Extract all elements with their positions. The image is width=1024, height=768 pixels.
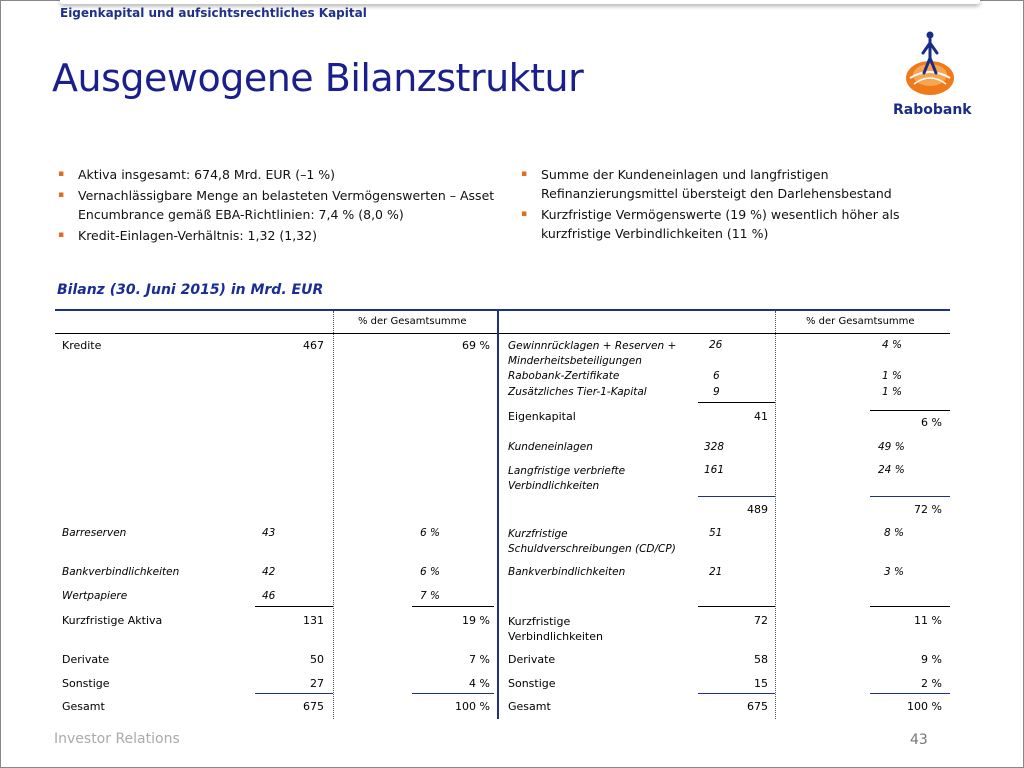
asset-pct-kurzfristige: 19 % <box>462 614 490 627</box>
liab-pct-langfristige: 24 % <box>878 464 905 476</box>
liab-pct-gesamt: 100 % <box>907 700 942 713</box>
liab-value-zertifikate: 6 <box>713 370 720 382</box>
liab-label-zertifikate: Rabobank-Zertifikate <box>508 370 620 382</box>
sum-rule <box>698 693 775 694</box>
liab-pct-eigenkapital: 6 % <box>921 416 942 429</box>
liab-label-eigenkapital: Eigenkapital <box>508 410 576 423</box>
table-header-rule <box>55 333 950 334</box>
sum-rule <box>255 693 333 694</box>
asset-pct-barreserven: 6 % <box>420 527 440 539</box>
col-divider <box>333 311 334 719</box>
liab-value-kurzschuld: 51 <box>709 527 723 539</box>
footer-investor-relations: Investor Relations <box>54 731 180 747</box>
liab-label-kurzschuld: Kurzfristige Schuldverschreibungen (CD/CP) <box>508 528 676 555</box>
liab-pct-derivate: 9 % <box>921 653 942 666</box>
liab-label-gesamt: Gesamt <box>508 700 551 713</box>
sum-rule <box>870 496 950 497</box>
asset-pct-derivate: 7 % <box>469 653 490 666</box>
table-top-rule <box>55 309 950 311</box>
liab-pct-kundeneinlagen: 49 % <box>878 441 905 453</box>
asset-label-wertpapiere: Wertpapiere <box>62 590 128 602</box>
liab-value-gesamt: 675 <box>747 700 768 713</box>
bullet-item: ▪ Kredit-Einlagen-Verhältnis: 1,32 (1,32) <box>58 226 513 245</box>
bullet-list-right <box>521 165 951 245</box>
liab-value-sonstige: 15 <box>754 677 768 690</box>
liab-label-kundeneinlagen: Kundeneinlagen <box>508 441 593 453</box>
asset-pct-bankverb: 6 % <box>420 566 440 578</box>
liab-pct-subtotal: 72 % <box>914 503 942 516</box>
liab-pct-zertifikate: 1 % <box>882 370 902 382</box>
liab-label-gewinn: Gewinnrücklagen + Reserven + Minderheitsbeteiligungen <box>508 340 677 367</box>
asset-value-sonstige: 27 <box>310 677 324 690</box>
sum-rule <box>698 402 775 403</box>
liab-pct-kurzverb: 11 % <box>914 614 942 627</box>
asset-pct-kredite: 69 % <box>462 339 490 352</box>
sum-rule <box>870 693 950 694</box>
asset-value-kurzfristige: 131 <box>303 614 324 627</box>
asset-pct-wertpapiere: 7 % <box>420 590 440 602</box>
sum-rule <box>698 496 775 497</box>
liab-value-bankverb: 21 <box>709 566 723 578</box>
pct-header-right: % der Gesamtsumme <box>806 316 915 327</box>
asset-label-gesamt: Gesamt <box>62 700 105 713</box>
asset-value-barreserven: 43 <box>262 527 276 539</box>
table-title: Bilanz (30. Juni 2015) in Mrd. EUR <box>57 282 324 298</box>
asset-pct-gesamt: 100 % <box>455 700 490 713</box>
sum-rule <box>870 410 950 411</box>
section-title: Eigenkapital und aufsichtsrechtliches Kapital <box>60 6 367 20</box>
sum-rule <box>255 606 333 607</box>
bullet-item: ▪ Summe der Kundeneinlagen und langfristigen Refinanzierungsmittel übersteigt den Darlehensbestand <box>521 165 951 203</box>
pct-header-left: % der Gesamtsumme <box>358 316 467 327</box>
liab-value-derivate: 58 <box>754 653 768 666</box>
rabobank-logo-icon <box>900 28 960 100</box>
liab-value-subtotal: 489 <box>747 503 768 516</box>
bullet-item: ▪ Aktiva insgesamt: 674,8 Mrd. EUR (–1 %) <box>58 165 513 184</box>
liab-value-kurzverb: 72 <box>754 614 768 627</box>
liab-value-gewinn: 26 <box>709 339 723 351</box>
liab-value-langfristige: 161 <box>704 464 725 476</box>
asset-label-bankverb: Bankverbindlichkeiten <box>62 566 180 578</box>
asset-value-bankverb: 42 <box>262 566 276 578</box>
liab-pct-gewinn: 4 % <box>882 339 902 351</box>
asset-label-barreserven: Barreserven <box>62 527 127 539</box>
bullet-item: ▪ Kurzfristige Vermögenswerte (19 %) wesentlich höher als kurzfristige Verbindlichkeiten (11 %) <box>521 205 951 243</box>
asset-value-gesamt: 675 <box>303 700 324 713</box>
asset-label-derivate: Derivate <box>62 653 110 666</box>
liab-pct-sonstige: 2 % <box>921 677 942 690</box>
liab-pct-kurzschuld: 8 % <box>884 527 904 539</box>
asset-label-kredite: Kredite <box>62 339 102 352</box>
sum-rule <box>412 606 494 607</box>
liab-label-sonstige: Sonstige <box>508 677 556 690</box>
asset-pct-sonstige: 4 % <box>469 677 490 690</box>
liab-value-kundeneinlagen: 328 <box>704 441 725 453</box>
bullet-item: ▪ Vernachlässigbare Menge an belasteten Vermögenswerten – Asset Encumbrance gemäß EBA-Richtlinien: 7,4 % (8,0 %) <box>58 186 513 224</box>
table-center-divider <box>497 309 499 719</box>
asset-value-derivate: 50 <box>310 653 324 666</box>
top-bar <box>60 0 980 4</box>
liab-pct-bankverb: 3 % <box>884 566 904 578</box>
col-divider <box>775 311 776 719</box>
liab-value-eigenkapital: 41 <box>754 410 768 423</box>
sum-rule <box>698 606 775 607</box>
page-number: 43 <box>910 732 928 748</box>
liab-label-kurzverb: Kurzfristige Verbindlichkeiten <box>508 615 603 643</box>
sum-rule <box>412 693 494 694</box>
asset-label-sonstige: Sonstige <box>62 677 110 690</box>
logo-text: Rabobank <box>893 102 972 118</box>
asset-value-wertpapiere: 46 <box>262 590 276 602</box>
liab-label-derivate: Derivate <box>508 653 556 666</box>
sum-rule <box>870 606 950 607</box>
liab-label-bankverb: Bankverbindlichkeiten <box>508 566 626 578</box>
asset-label-kurzfristige: Kurzfristige Aktiva <box>62 614 163 627</box>
bullet-list-left <box>58 165 513 247</box>
liab-label-langfristige: Langfristige verbriefte Verbindlichkeiten <box>508 465 626 492</box>
liab-pct-tier1: 1 % <box>882 386 902 398</box>
liab-value-tier1: 9 <box>713 386 720 398</box>
asset-value-kredite: 467 <box>303 339 324 352</box>
page-title: Ausgewogene Bilanzstruktur <box>52 56 584 100</box>
liab-label-tier1: Zusätzliches Tier-1-Kapital <box>508 386 647 398</box>
